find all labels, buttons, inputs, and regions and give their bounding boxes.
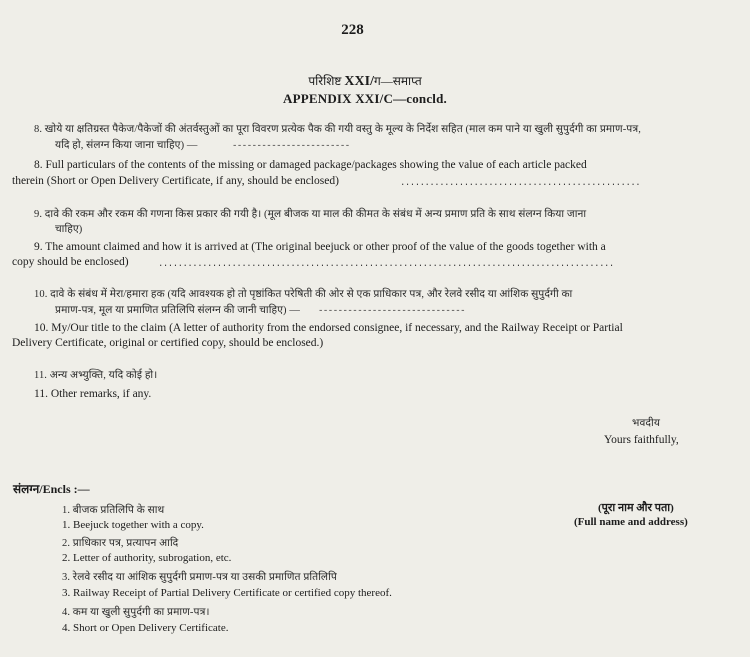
hindi-title-code: XXI/ <box>344 74 374 89</box>
english-title: APPENDIX XXI/C—concld. <box>282 91 447 106</box>
encl-3-hindi: 3. रेलवे रसीद या आंशिक सुपुर्दगी प्रमाण-पत्र या उसकी प्रमाणित प्रतिलिपि <box>62 572 337 583</box>
item-10-english-line2: Delivery Certificate, original or certified copy, should be enclosed.) <box>12 337 324 349</box>
item-9-hindi-line1: 9. दावे की रकम और रकम की गणना किस प्रकार की गयी है। (मूल बीजक या माल की कीमत के संबंध में अन्य प्रमाण प्रति के साथ संलग्न किया जाना <box>34 209 587 220</box>
item-10-hindi-dashes: ------------------------------ <box>318 306 466 316</box>
item-8-english-dots: ................................................. <box>400 178 641 188</box>
item-10-hindi-line1: 10. दावे के संबंध में मेरा/हमारा हक (यदि आवश्यक हो तो पृष्ठांकित परेषिती की ओर से एक प्राधिकार पत्र, और रेलवे रसीद या आंशिक सुपुर्दगी का <box>34 289 573 300</box>
item-10-hindi-line2: प्रमाण-पत्र, मूल या प्रमाणित प्रतिलिपि संलग्न की जानी चाहिए) — <box>55 305 300 316</box>
item-9-hindi-line2: चाहिए) <box>55 224 83 235</box>
item-8-hindi-line2: यदि हो, संलग्न किया जाना चाहिए) — <box>55 140 198 151</box>
page-number: 228 <box>341 22 364 38</box>
item-11-hindi: 11. अन्य अभ्युक्ति, यदि कोई हो। <box>34 370 158 381</box>
hindi-title-suffix: ग—समाप्त <box>373 74 422 88</box>
item-8-english-line2: therein (Short or Open Delivery Certificate, if any, should be enclosed) <box>12 175 339 187</box>
hindi-title-prefix: परिशिष्ट <box>308 74 342 88</box>
encl-3-english: 3. Railway Receipt of Partial Delivery Certificate or certified copy thereof. <box>62 587 392 599</box>
closing-hindi: भवदीय <box>632 418 661 429</box>
hindi-title <box>0 72 730 90</box>
item-10-english-line1: 10. My/Our title to the claim (A letter of authority from the endorsed consignee, if necessary, and the Railway Receipt or Partial <box>34 322 623 334</box>
item-8-hindi-dashes: ------------------------ <box>232 141 350 151</box>
address-english: (Full name and address) <box>574 516 688 528</box>
closing-english: Yours faithfully, <box>604 434 679 446</box>
address-hindi: (पूरा नाम और पता) <box>598 502 674 514</box>
enclosures-heading: संलग्न/Encls :— <box>13 482 90 496</box>
item-9-english-dots: ............................................................................................. <box>158 259 614 269</box>
item-8-english-line1: 8. Full particulars of the contents of the missing or damaged package/packages showing the value of each article packed <box>34 159 587 171</box>
encl-1-english: 1. Beejuck together with a copy. <box>62 519 204 531</box>
encl-2-hindi: 2. प्राधिकार पत्र, प्रत्यापन आदि <box>62 538 179 549</box>
encl-4-english: 4. Short or Open Delivery Certificate. <box>62 622 229 634</box>
encl-4-hindi: 4. कम या खुली सुपुर्दगी का प्रमाण-पत्र। <box>62 607 210 618</box>
item-9-english-line1: 9. The amount claimed and how it is arrived at (The original beejuck or other proof of the value of the goods together with a <box>34 241 606 253</box>
encl-1-hindi: 1. बीजक प्रतिलिपि के साथ <box>62 505 165 516</box>
item-8-hindi-line1: 8. खोये या क्षतिग्रस्त पैकेज/पैकेजों की अंतर्वस्तुओं का पूरा विवरण प्रत्येक पैक की गयी वस्तु के मूल्य के निर्देश सहित (माल कम पाने या खुली सुपुर्दगी का प्रमाण-पत्र, <box>34 124 641 135</box>
encl-2-english: 2. Letter of authority, subrogation, etc. <box>62 552 232 564</box>
item-11-english: 11. Other remarks, if any. <box>34 388 152 400</box>
item-9-english-line2: copy should be enclosed) <box>12 256 129 268</box>
